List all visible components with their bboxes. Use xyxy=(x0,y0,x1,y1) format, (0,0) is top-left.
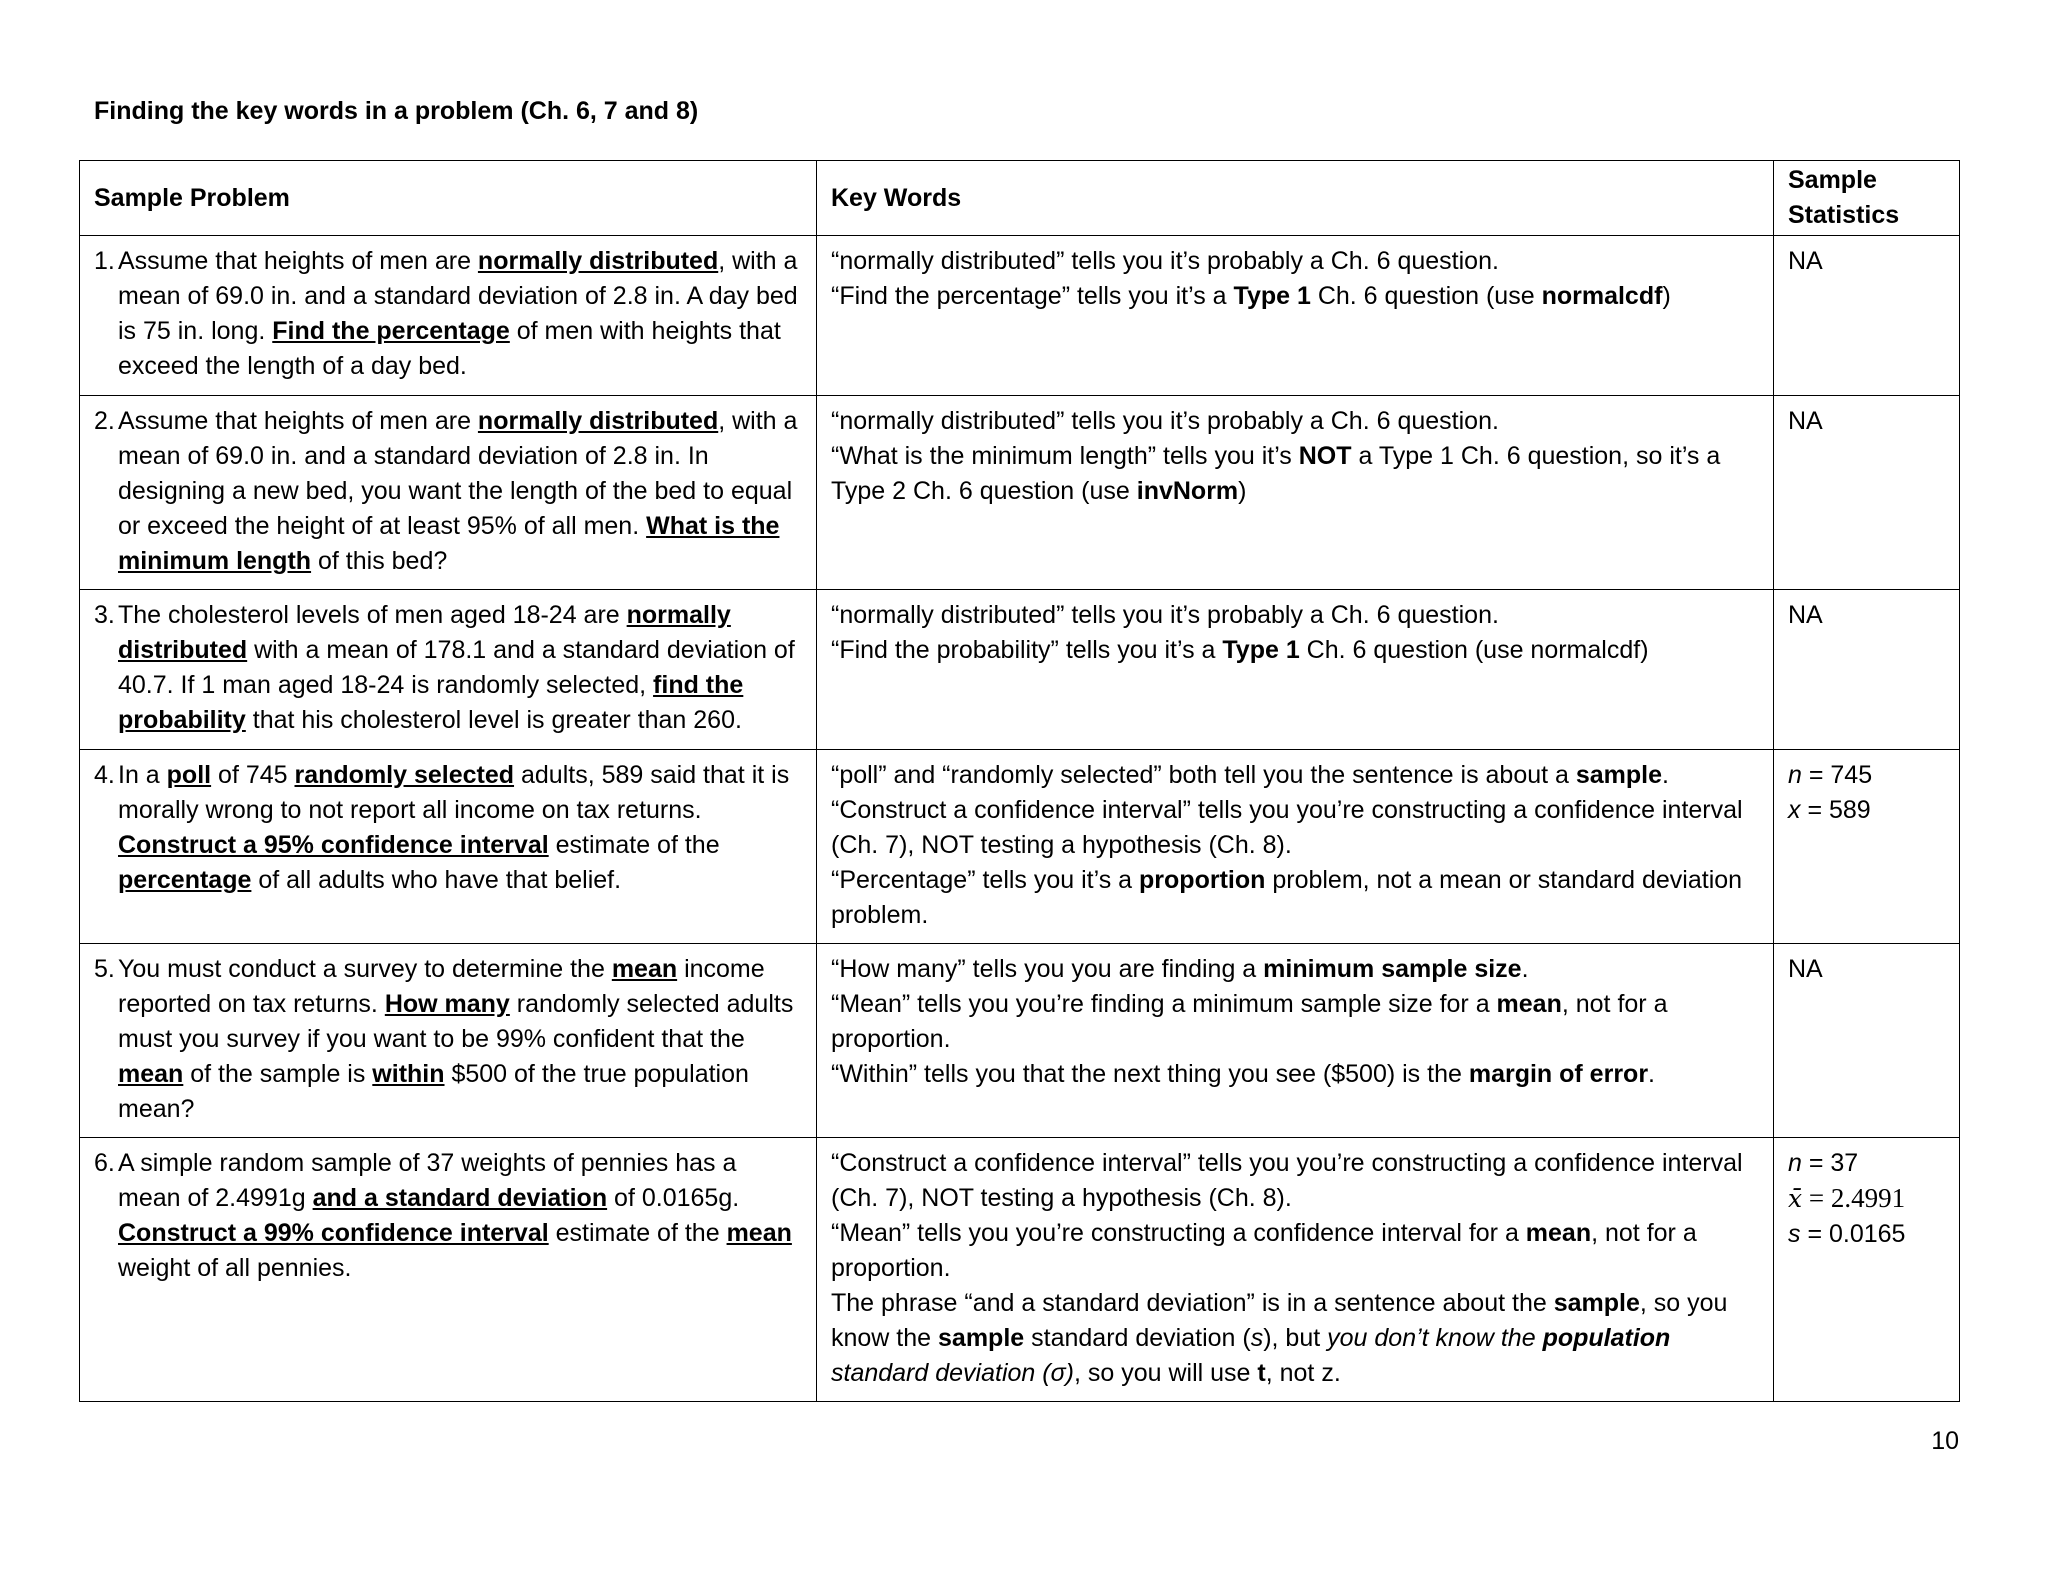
text-segment: ) xyxy=(1662,282,1671,310)
text-segment: s xyxy=(1250,1324,1264,1352)
statistic-line xyxy=(1788,244,1945,279)
table-body xyxy=(80,236,1960,1402)
keywords-line xyxy=(831,404,1759,439)
problem-text xyxy=(118,952,802,1127)
text-segment: proportion xyxy=(1139,866,1266,894)
text-segment: , not z. xyxy=(1265,1359,1341,1387)
keywords-line xyxy=(831,244,1759,279)
text-segment: “normally distributed” tells you it’s probably a Ch. 6 question. xyxy=(831,247,1499,275)
key-phrase: What is the minimum length xyxy=(118,512,780,575)
text-segment: invNorm xyxy=(1136,477,1239,505)
statistic-line xyxy=(1788,1146,1945,1181)
statistics-cell xyxy=(1774,396,1960,590)
problem-number: 1. xyxy=(94,247,115,275)
text-segment: , not for a proportion. xyxy=(831,990,1668,1053)
table-row xyxy=(80,944,1960,1138)
text-segment: x xyxy=(1788,796,1801,824)
text-segment: you don’t know the xyxy=(1327,1324,1543,1352)
text-segment: Assume that heights of men are xyxy=(118,407,478,435)
text-segment: “Construct a confidence interval” tells you you’re constructing a confidence interval (Ch. 7), NOT testing a hypothesis (Ch. 8). xyxy=(831,796,1743,859)
text-segment: “Mean” tells you you’re finding a minimum sample size for a xyxy=(831,990,1497,1018)
keywords-line xyxy=(831,987,1759,1057)
keywords-cell xyxy=(817,944,1774,1138)
keywords-line xyxy=(831,1216,1759,1286)
text-segment: standard deviation (σ) xyxy=(831,1359,1074,1387)
keywords-line xyxy=(831,952,1759,987)
text-segment: Type 1 xyxy=(1233,282,1311,310)
problem-cell xyxy=(80,396,817,590)
statistics-cell xyxy=(1774,944,1960,1138)
text-segment: , so you know the xyxy=(831,1289,1728,1352)
text-segment: n xyxy=(1788,1149,1802,1177)
text-segment: NA xyxy=(1788,407,1823,435)
text-segment: NA xyxy=(1788,601,1823,629)
key-phrase: mean xyxy=(118,1060,184,1088)
key-phrase: Find the percentage xyxy=(272,317,510,345)
statistic-line xyxy=(1788,598,1945,633)
text-segment: mean xyxy=(1525,1219,1592,1247)
statistics-cell xyxy=(1774,236,1960,396)
header-sample-statistics-line1: Sample xyxy=(1788,166,1877,194)
text-segment: standard deviation ( xyxy=(1024,1324,1251,1352)
key-phrase: Construct a 99% confidence interval xyxy=(118,1219,549,1247)
text-segment: sample xyxy=(938,1324,1025,1352)
text-segment: of 0.0165g. xyxy=(607,1184,740,1212)
text-segment: of this bed? xyxy=(311,547,448,575)
problem-text xyxy=(118,244,802,384)
statistic-line xyxy=(1788,1181,1945,1217)
text-segment: population xyxy=(1542,1324,1671,1352)
statistic-line xyxy=(1788,758,1945,793)
keywords-cell xyxy=(817,590,1774,750)
statistics-cell xyxy=(1774,590,1960,750)
problem-text xyxy=(118,404,802,579)
statistic-line xyxy=(1788,404,1945,439)
problem-cell xyxy=(80,236,817,396)
problem-cell xyxy=(80,750,817,944)
text-segment: ), but xyxy=(1263,1324,1328,1352)
key-phrase: Construct a 95% confidence interval xyxy=(118,831,549,859)
text-segment: , so you will use xyxy=(1073,1359,1258,1387)
text-segment: = 0.0165 xyxy=(1800,1220,1906,1248)
problem-number: 2. xyxy=(94,407,115,435)
text-segment: of the sample is xyxy=(183,1060,373,1088)
text-segment: Type 1 xyxy=(1222,636,1300,664)
key-phrase: mean xyxy=(611,955,678,983)
table-row xyxy=(80,236,1960,396)
text-segment: . xyxy=(1521,955,1529,983)
page-title: Finding the key words in a problem (Ch. 6, 7 and 8) xyxy=(94,97,699,125)
keywords-cell xyxy=(817,1138,1774,1402)
table-row xyxy=(80,396,1960,590)
text-segment: Assume that heights of men are xyxy=(118,247,478,275)
text-segment: “How many” tells you you are finding a xyxy=(831,955,1264,983)
text-segment: You must conduct a survey to determine the xyxy=(118,955,612,983)
text-segment: t xyxy=(1257,1359,1266,1387)
text-segment: ) xyxy=(1238,477,1247,505)
keywords-line xyxy=(831,758,1759,793)
key-phrase: and a standard deviation xyxy=(312,1184,608,1212)
text-segment: adults, 589 said that it is morally wrong to not report all income on tax returns. xyxy=(118,761,790,824)
problem-cell xyxy=(80,590,817,750)
text-segment: a Type 1 Ch. 6 question, so it’s a Type 2 Ch. 6 question (use xyxy=(831,442,1721,505)
keywords-line xyxy=(831,1057,1759,1092)
text-segment: , with a mean of 69.0 in. and a standard deviation of 2.8 in. In designing a new bed, you want the length of the bed to equal or exceed the height of at least 95% of all men. xyxy=(118,407,798,540)
key-words-table xyxy=(79,160,1960,1402)
key-phrase: How many xyxy=(384,990,510,1018)
text-segment: n xyxy=(1788,761,1802,789)
statistic-line xyxy=(1788,1217,1945,1252)
text-segment: “Construct a confidence interval” tells you you’re constructing a confidence interval (Ch. 7), NOT testing a hypothesis (Ch. 8). xyxy=(831,1149,1743,1212)
text-segment: of men with heights that exceed the length of a day bed. xyxy=(118,317,781,380)
text-segment: with a mean of 178.1 and a standard deviation of 40.7. If 1 man aged 18-24 is randomly selected, xyxy=(118,636,795,699)
problem-text xyxy=(118,758,802,898)
text-segment: $500 of the true population mean? xyxy=(118,1060,749,1123)
keywords-line xyxy=(831,793,1759,863)
statistics-cell xyxy=(1774,750,1960,944)
text-segment: = 2.4991 xyxy=(1802,1183,1906,1213)
text-segment: “Find the probability” tells you it’s a xyxy=(831,636,1223,664)
text-segment: “poll” and “randomly selected” both tell you the sentence is about a xyxy=(831,761,1576,789)
problem-number: 6. xyxy=(94,1149,115,1177)
text-segment: “Mean” tells you you’re constructing a confidence interval for a xyxy=(831,1219,1526,1247)
keywords-cell xyxy=(817,236,1774,396)
text-segment: = 745 xyxy=(1801,761,1873,789)
statistics-cell xyxy=(1774,1138,1960,1402)
keywords-line xyxy=(831,439,1759,509)
problem-number: 3. xyxy=(94,601,115,629)
problem-number: 4. xyxy=(94,761,115,789)
text-segment: “normally distributed” tells you it’s probably a Ch. 6 question. xyxy=(831,407,1499,435)
text-segment: NA xyxy=(1788,955,1823,983)
text-segment: , not for a proportion. xyxy=(831,1219,1697,1282)
key-phrase: mean xyxy=(726,1219,792,1247)
text-segment: NOT xyxy=(1298,442,1352,470)
keywords-line xyxy=(831,598,1759,633)
key-phrase: normally distributed xyxy=(477,407,719,435)
text-segment: mean xyxy=(1496,990,1562,1018)
keywords-line xyxy=(831,633,1759,668)
text-segment: = 589 xyxy=(1800,796,1871,824)
text-segment: “Percentage” tells you it’s a xyxy=(831,866,1140,894)
problem-text xyxy=(118,598,802,738)
text-segment: margin of error xyxy=(1468,1060,1649,1088)
text-segment: weight of all pennies. xyxy=(118,1254,352,1282)
key-phrase: normally distributed xyxy=(118,601,731,664)
text-segment: . xyxy=(1648,1060,1655,1088)
problem-text xyxy=(118,1146,802,1286)
statistic-line xyxy=(1788,952,1945,987)
text-segment: A simple random sample of 37 weights of pennies has a mean of 2.4991g xyxy=(118,1149,737,1212)
text-segment: income reported on tax returns. xyxy=(118,955,765,1018)
text-segment: = 37 xyxy=(1801,1149,1859,1177)
text-segment: “Within” tells you that the next thing you see ($500) is the xyxy=(831,1060,1469,1088)
text-segment: normalcdf xyxy=(1541,282,1663,310)
text-segment: s xyxy=(1788,1220,1801,1248)
text-segment: of 745 xyxy=(211,761,295,789)
keywords-line xyxy=(831,863,1759,933)
text-segment: “normally distributed” tells you it’s probably a Ch. 6 question. xyxy=(831,601,1499,629)
header-key-words: Key Words xyxy=(817,161,1774,236)
text-segment: The cholesterol levels of men aged 18-24 are xyxy=(118,601,627,629)
keywords-cell xyxy=(817,396,1774,590)
table-row xyxy=(80,750,1960,944)
text-segment: In a xyxy=(118,761,167,789)
key-phrase: normally distributed xyxy=(477,247,719,275)
header-sample-statistics xyxy=(1774,161,1960,236)
text-segment: that his cholesterol level is greater than 260. xyxy=(245,706,742,734)
text-segment: problem, not a mean or standard deviation problem. xyxy=(831,866,1743,929)
page-number: 10 xyxy=(1931,1427,1959,1455)
header-sample-statistics-line2: Statistics xyxy=(1788,201,1900,229)
keywords-cell xyxy=(817,750,1774,944)
text-segment: randomly selected adults must you survey if you want to be 99% confident that the xyxy=(118,990,794,1053)
problem-cell xyxy=(80,944,817,1138)
keywords-line xyxy=(831,279,1759,314)
text-segment: x̄ xyxy=(1788,1184,1803,1213)
table-row xyxy=(80,590,1960,750)
text-segment: . xyxy=(1662,761,1669,789)
text-segment: estimate of the xyxy=(548,1219,727,1247)
text-segment: sample xyxy=(1575,761,1663,789)
text-segment: “Find the percentage” tells you it’s a xyxy=(831,282,1234,310)
statistic-line xyxy=(1788,793,1945,828)
key-phrase: percentage xyxy=(118,866,252,894)
text-segment: estimate of the xyxy=(548,831,720,859)
text-segment: Ch. 6 question (use normalcdf) xyxy=(1299,636,1649,664)
key-phrase: find the probability xyxy=(118,671,744,734)
text-segment: sample xyxy=(1553,1289,1640,1317)
key-phrase: randomly selected xyxy=(294,761,515,789)
problem-number: 5. xyxy=(94,955,115,983)
text-segment: minimum sample size xyxy=(1263,955,1522,983)
text-segment: , with a mean of 69.0 in. and a standard deviation of 2.8 in. A day bed is 75 in. long. xyxy=(118,247,798,345)
text-segment: Ch. 6 question (use xyxy=(1310,282,1542,310)
key-phrase: poll xyxy=(166,761,212,789)
keywords-line xyxy=(831,1286,1759,1391)
text-segment: “What is the minimum length” tells you it’s xyxy=(831,442,1299,470)
text-segment: The phrase “and a standard deviation” is in a sentence about the xyxy=(831,1289,1554,1317)
keywords-line xyxy=(831,1146,1759,1216)
table-header-row xyxy=(80,161,1960,236)
text-segment: of all adults who have that belief. xyxy=(251,866,622,894)
key-phrase: within xyxy=(372,1060,445,1088)
problem-cell xyxy=(80,1138,817,1402)
table-row xyxy=(80,1138,1960,1402)
text-segment: NA xyxy=(1788,247,1823,275)
header-sample-problem: Sample Problem xyxy=(80,161,817,236)
